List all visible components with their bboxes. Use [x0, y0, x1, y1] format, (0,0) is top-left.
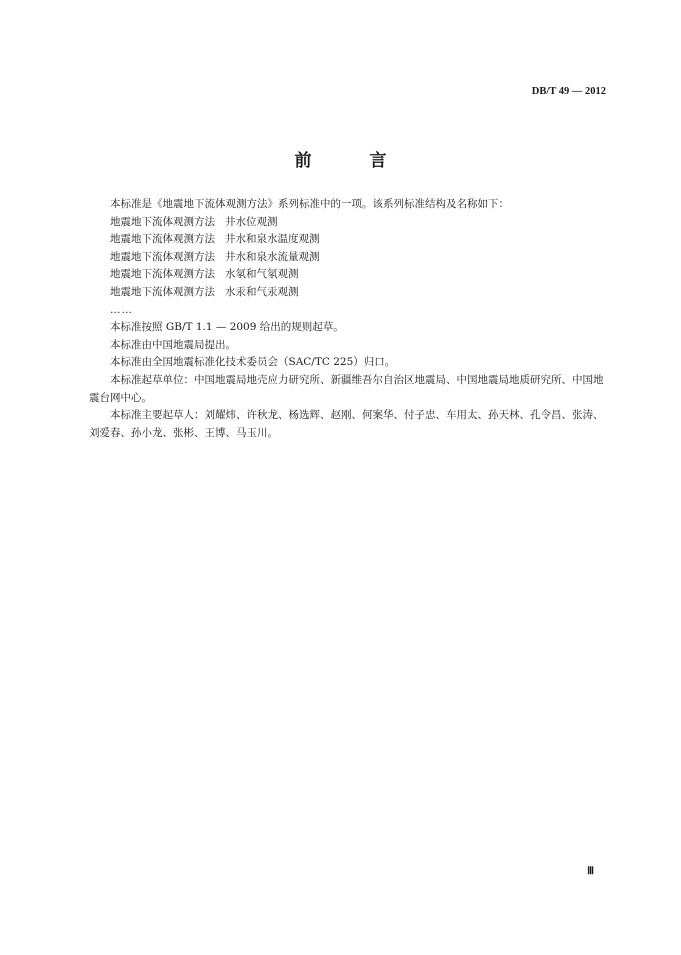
series-item: 地震地下流体观测方法 水氡和气氡观测	[110, 268, 299, 281]
series-item: 地震地下流体观测方法 水汞和气汞观测	[110, 285, 299, 298]
series-item: 地震地下流体观测方法 井水位观测	[110, 215, 278, 228]
drafting-units-statement: 本标准起草单位：中国地震局地壳应力研究所、新疆维吾尔自治区地震局、中国地震局地质研究所、中国地震台网中心。	[89, 373, 604, 404]
document-body	[89, 196, 609, 442]
page-title: 前 言	[294, 151, 413, 171]
proposer-statement: 本标准由中国地震局提出。	[110, 338, 236, 351]
series-item: 地震地下流体观测方法 井水和泉水流量观测	[110, 250, 320, 263]
series-ellipsis: ……	[110, 303, 133, 316]
standard-code: DB/T 49 — 2012	[531, 86, 606, 97]
administration-statement: 本标准由全国地震标准化技术委员会（SAC/TC 225）归口。	[110, 356, 396, 369]
drafters-statement: 本标准主要起草人：刘耀炜、许秋龙、杨选辉、赵刚、何案华、付子忠、车用太、孙天林、孔令昌、张涛、刘爱春、孙小龙、张彬、王博、马玉川。	[89, 409, 604, 439]
series-item: 地震地下流体观测方法 井水和泉水温度观测	[110, 233, 320, 246]
drafting-rule-statement: 本标准按照 GB/T 1.1 — 2009 给出的规则起草。	[110, 321, 344, 334]
intro-paragraph: 本标准是《地震地下流体观测方法》系列标准中的一项。该系列标准结构及名称如下：	[110, 198, 509, 210]
page-number: Ⅲ	[587, 866, 593, 877]
